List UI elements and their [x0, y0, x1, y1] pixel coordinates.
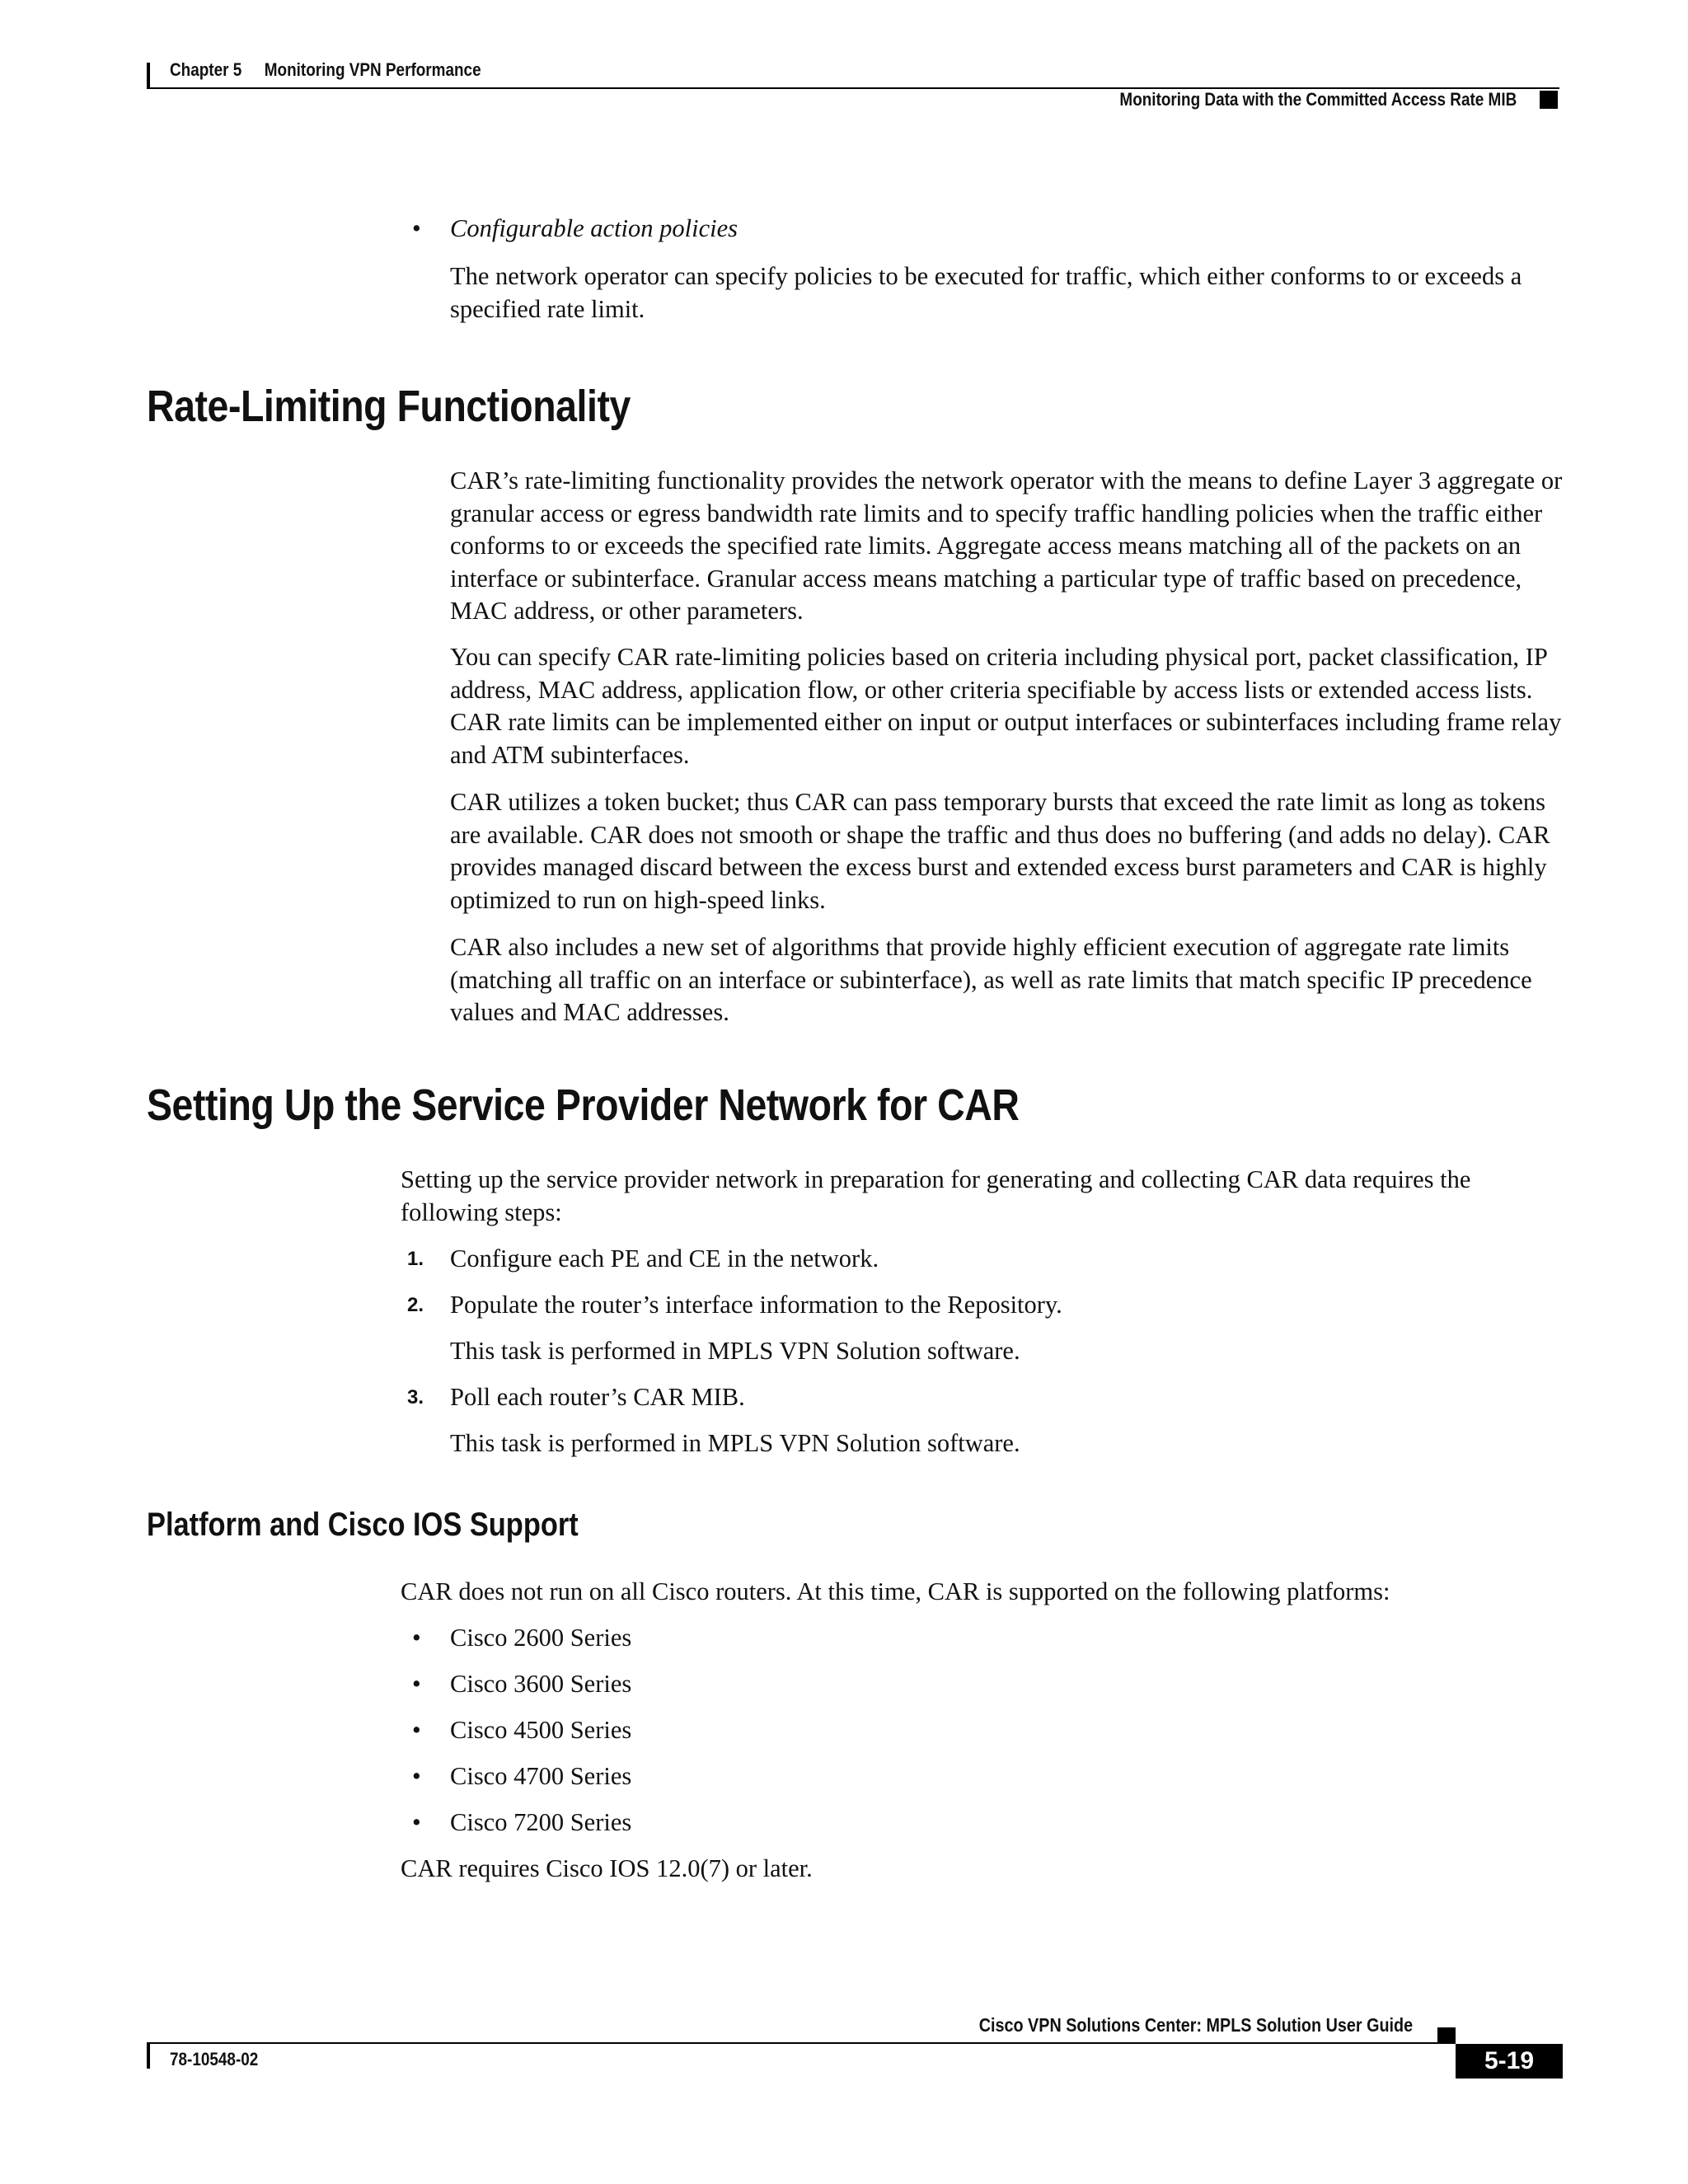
platform-list-item: Cisco 4500 Series: [450, 1716, 632, 1744]
header-marker-square: [1540, 91, 1558, 109]
rate-limiting-paragraph-4: CAR also includes a new set of algorithms that provide highly efficient execution of aggregate rate limits (matching all traffic on an interface or subinterface), as well as rate limits that match specific IP precedence values and MAC addresses.: [450, 933, 1532, 1026]
step-number: 2.: [407, 1294, 424, 1316]
ios-requirement: CAR requires Cisco IOS 12.0(7) or later.: [401, 1854, 813, 1882]
heading-rate-limiting: Rate-Limiting Functionality: [147, 382, 631, 431]
bullet-marker: •: [412, 1762, 421, 1790]
platform-intro: CAR does not run on all Cisco routers. At this time, CAR is supported on the following platforms:: [401, 1577, 1390, 1605]
step-text: Configure each PE and CE in the network.: [450, 1244, 879, 1272]
step-text: Populate the router’s interface information to the Repository.: [450, 1291, 1062, 1319]
step-note: This task is performed in MPLS VPN Solution software.: [450, 1429, 1020, 1457]
bullet-marker: •: [412, 1716, 421, 1744]
bullet-marker: •: [412, 1670, 421, 1698]
bullet-marker: •: [412, 1624, 421, 1652]
platform-list-item: Cisco 7200 Series: [450, 1808, 632, 1836]
chapter-number: Chapter 5: [170, 59, 242, 80]
bullet-title: Configurable action policies: [450, 214, 738, 242]
header-bar: [147, 63, 150, 87]
bullet-marker: •: [412, 1808, 421, 1836]
step-note: This task is performed in MPLS VPN Solution software.: [450, 1337, 1020, 1365]
chapter-title: Monitoring VPN Performance: [264, 59, 481, 80]
footer-bar: [147, 2044, 150, 2069]
setup-intro: Setting up the service provider network in preparation for generating and collecting CAR data requires the following steps:: [401, 1165, 1471, 1226]
rate-limiting-paragraph-1: CAR’s rate-limiting functionality provides the network operator with the means to define Layer 3 aggregate or granular access or egress bandwidth rate limits and to specify traffic handling policies when the traffic either conforms to or exceeds the specified rate limits. Aggregate access means matching all of the packets on an interface or subinterface. Granular access means matching a particular type of traffic based on precedence, MAC address, or other parameters.: [450, 466, 1563, 625]
step-number: 3.: [407, 1386, 424, 1408]
running-header-section: Monitoring Data with the Committed Access Rate MIB: [1119, 89, 1517, 110]
footer-guide-title: Cisco VPN Solutions Center: MPLS Solution User Guide: [978, 2014, 1413, 2036]
platform-list-item: Cisco 4700 Series: [450, 1762, 632, 1790]
platform-list-item: Cisco 3600 Series: [450, 1670, 632, 1698]
footer-rule: [147, 2042, 1456, 2044]
step-text: Poll each router’s CAR MIB.: [450, 1383, 745, 1411]
rate-limiting-paragraph-2: You can specify CAR rate-limiting policies based on criteria including physical port, packet classification, IP address, MAC address, application flow, or other criteria specifiable by access lists or extended access lists. CAR rate limits can be implemented either on input or output interfaces or subinterfaces including frame relay and ATM subinterfaces.: [450, 643, 1562, 769]
heading-platform: Platform and Cisco IOS Support: [147, 1507, 579, 1543]
running-header-chapter: [170, 59, 481, 81]
step-number: 1.: [407, 1248, 424, 1270]
heading-setup: Setting Up the Service Provider Network for CAR: [147, 1080, 1020, 1130]
page-number: 5-19: [1456, 2044, 1563, 2079]
bullet-marker: •: [412, 214, 421, 242]
bullet-description: The network operator can specify policies to be executed for traffic, which either conforms to or exceeds a specified rate limit.: [450, 262, 1522, 323]
footer-marker-square: [1437, 2027, 1456, 2044]
platform-list-item: Cisco 2600 Series: [450, 1624, 632, 1652]
rate-limiting-paragraph-3: CAR utilizes a token bucket; thus CAR can pass temporary bursts that exceed the rate limit as long as tokens are available. CAR does not smooth or shape the traffic and thus does no buffering (and adds no delay). CAR provides managed discard between the excess burst and extended excess burst parameters and CAR is highly optimized to run on high-speed links.: [450, 788, 1550, 914]
footer-doc-number: 78-10548-02: [170, 2049, 259, 2069]
